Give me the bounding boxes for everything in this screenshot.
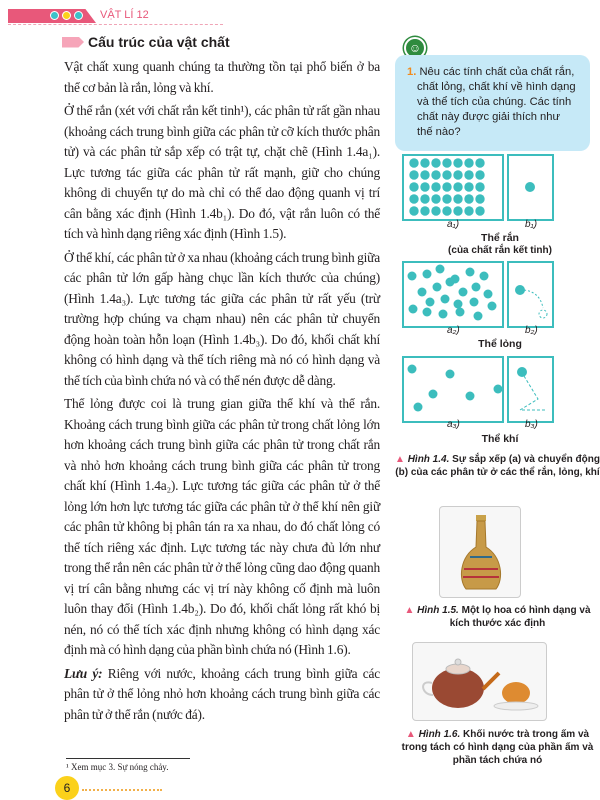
molecule <box>446 370 455 379</box>
molecule <box>466 392 475 401</box>
molecule <box>464 182 473 191</box>
state-gas: Thể khí <box>481 433 519 445</box>
molecule <box>453 194 462 203</box>
molecule <box>453 206 462 215</box>
molecule <box>429 390 438 399</box>
note-text: Riêng với nước, khoảng cách trung bình giữa các phân tử ở thể lỏng nhỏ hơn khoảng cách trung bình giữa các phân tử ở thể rắn (nước đá). <box>64 665 380 722</box>
molecule <box>464 206 473 215</box>
molecule <box>431 206 440 215</box>
molecule <box>446 278 455 287</box>
molecule <box>409 305 418 314</box>
header-dots <box>50 11 83 20</box>
molecule <box>475 194 484 203</box>
note-label: Lưu ý: <box>64 665 103 681</box>
molecule <box>480 272 489 281</box>
paragraph: Thể lỏng được coi là trung gian giữa thể khí và thể rắn. Khoảng cách trung bình giữa các phân tử trong chất lỏng lớn hơn khoảng cách trung bình giữa các phân tử trong chất rắn và nhỏ hơn khoảng cách trung bình giữa các phân tử trong chất khí (Hình 1.4a₂). Lực tương tác giữa các phân tử ở thể lỏng lớn hơn lực tương tác giữa các phân tử ở thể khí nên giữ các phân tử không bị phân tán ra xa nhau, do đó chất lỏng có thể tích riêng xác định. Lực tương tác này chưa đủ lớn như trong thể rắn nên các phân tử ở thể lỏng cũng dao động quanh vị trí cân bằng nhưng các vị trí này không cố định mà luôn luôn thay đổi (Hình 1.4b₂). Do đó, khối chất lỏng rất khó bị nén, nó có thể tích xác định nhưng không có hình dạng xác định mà có hình dạng của phần bình chứa nó (Hình 1.6). <box>64 396 380 657</box>
molecule <box>409 158 418 167</box>
molecule <box>418 288 427 297</box>
molecule <box>453 170 462 179</box>
paragraph: Vật chất xung quanh chúng ta thường tồn tại phổ biến ở ba thể cơ bản là rắn, lỏng và khí. <box>64 59 380 95</box>
body-text <box>64 57 380 728</box>
molecule <box>464 158 473 167</box>
molecule <box>420 206 429 215</box>
molecule <box>475 170 484 179</box>
molecule <box>433 283 442 292</box>
molecule <box>420 194 429 203</box>
vase-photo <box>439 506 521 598</box>
molecule <box>475 182 484 191</box>
header-dot <box>74 11 83 20</box>
molecule <box>420 170 429 179</box>
section-heading <box>62 34 230 50</box>
state-solid: Thể rắn <box>481 232 519 244</box>
state-solid-sub: (của chất rắn kết tinh) <box>448 245 552 256</box>
label-b1: b₁) <box>525 219 538 230</box>
molecule <box>408 365 417 374</box>
molecule <box>454 300 463 309</box>
page-number: 6 <box>55 776 79 800</box>
triangle-icon: ▲ <box>395 454 405 465</box>
molecule <box>431 182 440 191</box>
motion-box <box>508 262 553 327</box>
figure-1-6-caption <box>395 728 600 767</box>
triangle-icon: ▲ <box>404 605 415 616</box>
molecule <box>426 298 435 307</box>
molecule <box>409 182 418 191</box>
molecule <box>472 283 481 292</box>
molecule <box>442 182 451 191</box>
molecule <box>475 206 484 215</box>
vase-image <box>440 507 521 598</box>
caption-label: Hình 1.4. <box>407 454 450 465</box>
label-a3: a₃) <box>447 419 460 430</box>
molecule <box>442 194 451 203</box>
arrangement-box <box>403 357 503 422</box>
state-liquid: Thể lỏng <box>478 338 522 350</box>
paragraph: Ở thể rắn (xét với chất rắn kết tinh¹), các phân tử rất gần nhau (khoảng cách trung bình giữa các phân tử cỡ kích thước phân tử) và các phân tử sắp xếp có trật tự, chặt chẽ (Hình 1.4a₁). Lực tương tác giữa các phân tử rất mạnh, giữ cho chúng không di chuyển tự do mà chỉ có thể dao động quanh vị trí cân bằng xác định (Hình 1.4b₁). Do đó, vật rắn luôn có thể tích và hình dạng riêng xác định (Hình 1.5). <box>64 103 380 241</box>
question-icon: ☺ <box>404 37 426 59</box>
caption-text: Khối nước trà trong ấm và trong tách có hình dạng của phần ấm và phần tách chứa nó <box>401 729 594 766</box>
molecule <box>431 158 440 167</box>
molecule <box>494 385 503 394</box>
molecule <box>409 194 418 203</box>
caption-label: Hình 1.5. <box>417 605 459 616</box>
vibrating-molecule <box>515 285 525 295</box>
molecule <box>431 170 440 179</box>
label-b3: b₃) <box>525 419 538 430</box>
vibrating-molecule <box>525 182 535 192</box>
note-paragraph <box>64 664 380 726</box>
question-box <box>395 55 590 151</box>
molecule <box>414 403 423 412</box>
molecule <box>431 194 440 203</box>
molecule <box>453 182 462 191</box>
triangle-icon: ▲ <box>405 729 416 740</box>
molecule <box>409 170 418 179</box>
molecule <box>459 288 468 297</box>
molecule <box>456 308 465 317</box>
molecule <box>464 170 473 179</box>
figure-1-4-caption <box>395 453 600 479</box>
figure-1-4-diagram <box>400 150 600 435</box>
molecule <box>442 206 451 215</box>
molecule <box>466 268 475 277</box>
molecule <box>423 308 432 317</box>
gas-molecule <box>517 367 527 377</box>
footnote-divider <box>66 758 190 759</box>
molecule <box>442 170 451 179</box>
molecule <box>488 302 497 311</box>
header-dot <box>62 11 71 20</box>
header-divider <box>8 24 223 25</box>
molecule <box>464 194 473 203</box>
label-a2: a₂) <box>447 325 460 336</box>
teapot-photo <box>412 642 547 721</box>
header-dot <box>50 11 59 20</box>
page-decoration <box>82 789 162 791</box>
question-number: 1. <box>407 66 417 78</box>
label-a1: a₁) <box>447 219 460 230</box>
paragraph: Ở thể khí, các phân tử ở xa nhau (khoảng cách trung bình giữa các phân tử lớn gấp hàng chục lần kích thước của chúng) (Hình 1.4a₃). Lực tương tác giữa các phân tử rất yếu (trừ trường hợp chúng va chạm nhau) nên các phân tử chuyển động hoàn toàn hỗn loạn (Hình 1.4b₃). Do đó, khối chất khí không có hình dạng và thể tích riêng mà nó có hình dạng và thể tích của bình chứa nó và có thể nén được dễ dàng. <box>64 249 380 388</box>
motion-box <box>508 357 553 422</box>
section-title: Cấu trúc của vật chất <box>88 34 230 50</box>
molecule <box>409 206 418 215</box>
molecule <box>441 295 450 304</box>
molecule <box>475 158 484 167</box>
caption-label: Hình 1.6. <box>418 729 461 740</box>
molecule <box>484 290 493 299</box>
molecule <box>442 158 451 167</box>
molecule <box>453 158 462 167</box>
molecule <box>408 272 417 281</box>
label-b2: b₂) <box>525 325 538 336</box>
molecule <box>474 312 483 321</box>
caption-text: Một lọ hoa có hình dạng và kích thước xác định <box>449 605 591 629</box>
footnote: ¹ Xem mục 3. Sự nóng chảy. <box>66 762 169 772</box>
arrow-icon <box>62 37 84 48</box>
molecule <box>436 265 445 274</box>
molecule <box>439 310 448 319</box>
subject-title: VẬT LÍ 12 <box>100 9 149 21</box>
question-text: Nêu các tính chất của chất rắn, chất lỏng, chất khí về hình dạng và thể tích của chúng. Các tính chất này được giải thích như thế nào? <box>417 66 576 138</box>
figure-1-5-caption <box>395 604 600 630</box>
molecule <box>470 298 479 307</box>
caption-text: Sự sắp xếp (a) và chuyển động (b) của các phân tử ở các thể rắn, lỏng, khí <box>395 454 600 478</box>
teapot-image <box>413 643 547 721</box>
molecule <box>423 270 432 279</box>
molecule <box>420 182 429 191</box>
molecule <box>420 158 429 167</box>
